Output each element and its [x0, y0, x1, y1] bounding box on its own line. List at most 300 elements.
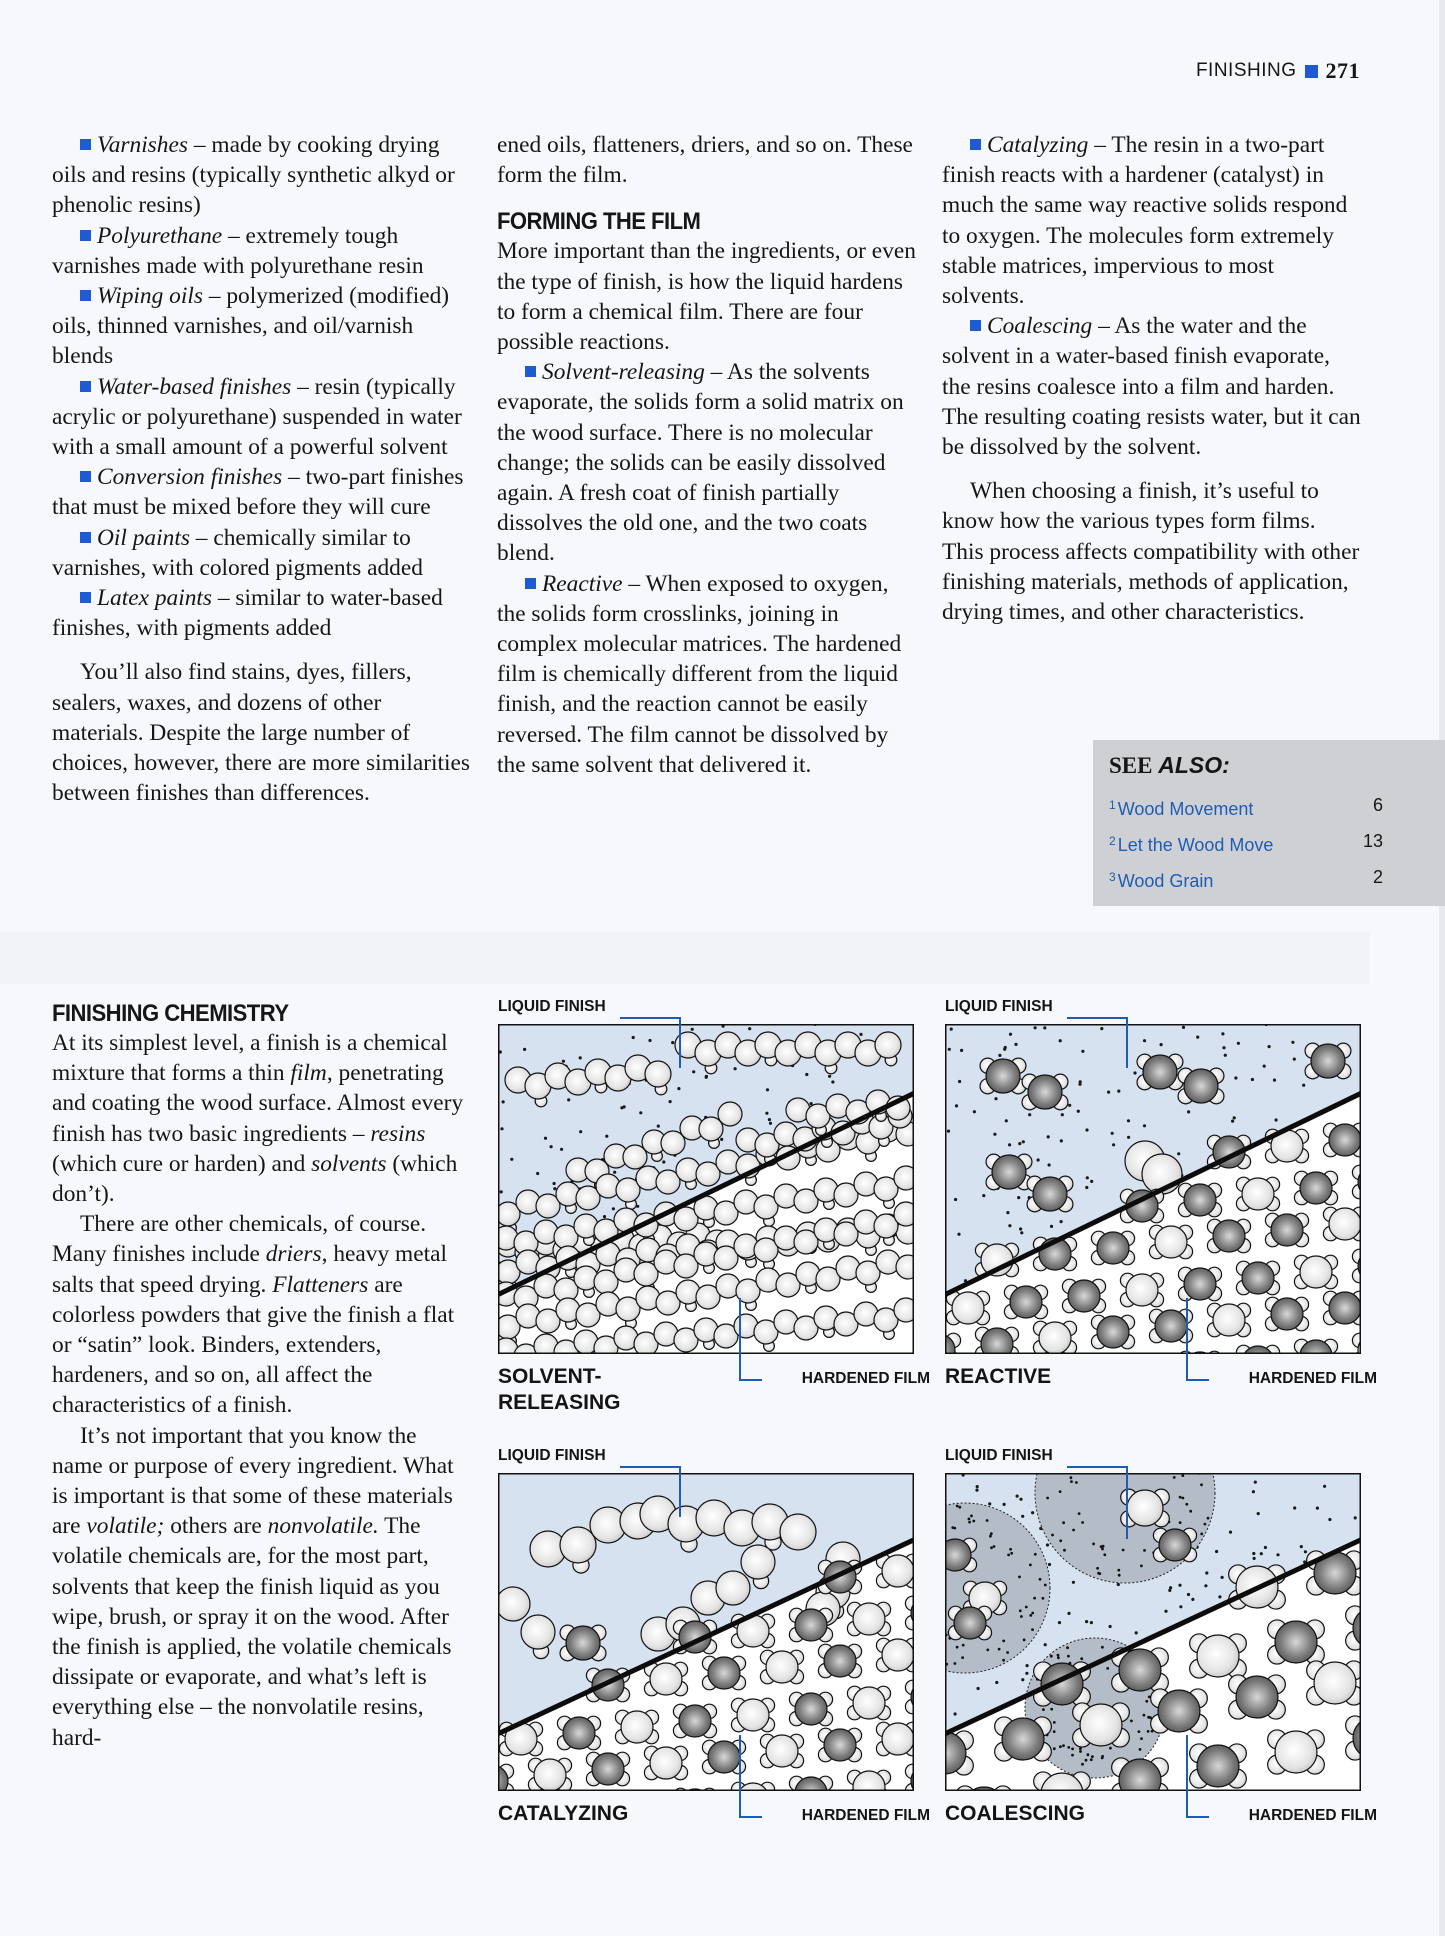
hardened-film-label: HARDENED FILM — [1248, 1807, 1377, 1824]
solvent-dot — [768, 1118, 771, 1121]
solvent-dot — [1222, 1046, 1225, 1049]
solvent-dot — [1178, 1584, 1181, 1587]
light-atom — [894, 1202, 914, 1226]
light-atom — [1242, 1178, 1274, 1210]
solvent-dot — [994, 1097, 997, 1100]
solvent-dot — [1046, 1543, 1049, 1546]
solvent-dot — [1079, 1750, 1082, 1753]
bullet-term: Varnishes — [97, 132, 188, 158]
light-atom — [1080, 1704, 1122, 1746]
bullet-term: Oil paints — [97, 524, 190, 551]
solvent-dot — [1028, 1113, 1031, 1116]
solvent-dot — [562, 1060, 565, 1063]
see-also-index: 2 — [1109, 834, 1116, 848]
solvent-dot — [1090, 1758, 1093, 1761]
diagram-solvent-releasing — [490, 998, 930, 1428]
solvent-dot — [954, 1712, 957, 1715]
dark-atom — [795, 1609, 827, 1641]
solvent-dot — [766, 1088, 769, 1091]
solvent-dot — [1264, 1546, 1267, 1549]
closing-paragraph: You’ll also find stains, dyes, fillers, sealers, waxes, and dozens of other materials. Despite the large number of choices, however, there are more similarities between finishes than differences. — [52, 659, 470, 807]
solvent-dot — [560, 1148, 563, 1151]
solvent-dot — [1063, 1549, 1066, 1552]
solvent-dot — [1140, 1565, 1143, 1568]
dark-atom — [1158, 1690, 1200, 1732]
column-reactions-cont — [942, 130, 1362, 627]
dark-atom — [1329, 1292, 1361, 1324]
solvent-dot — [956, 1505, 959, 1508]
solvent-dot — [1200, 1533, 1203, 1536]
diagram-title — [498, 1364, 621, 1416]
dark-atom — [1184, 1069, 1218, 1103]
solvent-dot — [1147, 1730, 1150, 1733]
solvent-dot — [1068, 1104, 1071, 1107]
solvent-dot — [1179, 1521, 1182, 1524]
solvent-dot — [1080, 1657, 1083, 1660]
solvent-dot — [988, 1502, 991, 1505]
solvent-dot — [977, 1687, 980, 1690]
solvent-dot — [956, 1646, 959, 1649]
solvent-dot — [1008, 1143, 1011, 1146]
solvent-dot — [523, 1048, 526, 1051]
see-also-page: 2 — [1372, 867, 1383, 887]
bullet-term: Polyurethane — [97, 222, 223, 249]
finish-type-list — [52, 130, 472, 643]
solvent-dot — [1181, 1474, 1184, 1477]
square-bullet-icon — [80, 532, 91, 543]
emphasized-term: driers — [265, 1241, 322, 1268]
background-band — [0, 932, 1370, 984]
solvent-dot — [1019, 1498, 1022, 1501]
light-atom — [621, 1711, 653, 1743]
solvent-dot — [1112, 1143, 1115, 1146]
diagram-title — [498, 1801, 628, 1827]
solvent-dot — [1221, 1576, 1224, 1579]
light-atom — [716, 1571, 750, 1605]
solvent-dot — [1293, 1058, 1296, 1061]
section-title: FINISHING — [1195, 60, 1297, 81]
solvent-dot — [1138, 1730, 1141, 1733]
dark-atom — [986, 1059, 1020, 1093]
molecule-illustration — [498, 1024, 914, 1354]
dark-atom — [1329, 1124, 1361, 1156]
solvent-dot — [976, 1485, 979, 1488]
solvent-dot — [1143, 1549, 1146, 1552]
bullet-term: Wiping oils — [97, 283, 203, 310]
solvent-dot — [1081, 1521, 1084, 1524]
heading-forming-the-film: FORMING THE FILM — [497, 208, 701, 236]
square-bullet-icon — [80, 381, 91, 392]
square-bullet-icon — [525, 366, 536, 377]
dark-atom — [1311, 1044, 1345, 1078]
bullet-text: – As the solvents evaporate, the solids form a solid matrix on the wood surface. There is no molecular change; the solids can be easily dissolved again. A fresh coat of finish partially dissolves the old one, and the two coats blend. — [497, 359, 904, 567]
solvent-dot — [1034, 1026, 1037, 1029]
light-atom — [1197, 1635, 1239, 1677]
solvent-dot — [1043, 1026, 1046, 1029]
see-also-item[interactable] — [1109, 789, 1383, 825]
light-atom — [1039, 1322, 1071, 1354]
solvent-dot — [1034, 1553, 1037, 1556]
solvent-dot — [1002, 1640, 1005, 1643]
solvent-dot — [1019, 1227, 1022, 1230]
solvent-dot — [1053, 1730, 1056, 1733]
dark-atom — [1184, 1268, 1216, 1300]
light-atom — [1300, 1256, 1332, 1288]
see-also-index: 3 — [1109, 870, 1116, 884]
hardened-film-label: HARDENED FILM — [1248, 1370, 1377, 1387]
solvent-dot — [1067, 1746, 1070, 1749]
solvent-dot — [1109, 1747, 1112, 1750]
solvent-dot — [1072, 1581, 1075, 1584]
solvent-dot — [957, 1233, 960, 1236]
solvent-dot — [1160, 1043, 1163, 1046]
diagram-title-line1: REACTIVE — [945, 1365, 1052, 1388]
solvent-dot — [1079, 1747, 1082, 1750]
light-atom — [521, 1615, 555, 1649]
solvent-dot — [1096, 1567, 1099, 1570]
bullet-text: – polymerized (modified) oils, thinned varnishes, and oil/varnish blends — [52, 283, 450, 370]
solvent-dot — [1179, 1605, 1182, 1608]
bullet-item — [52, 523, 472, 583]
solvent-dot — [1145, 1700, 1148, 1703]
text-run: others are — [164, 1513, 268, 1540]
solvent-dot — [1103, 1553, 1106, 1556]
solvent-dot — [1237, 1042, 1240, 1045]
solvent-dot — [1253, 1557, 1256, 1560]
solvent-dot — [639, 1111, 642, 1114]
solvent-dot — [1002, 1659, 1005, 1662]
light-atom — [645, 1061, 671, 1087]
solvent-dot — [1037, 1158, 1040, 1161]
solvent-dot — [1101, 1646, 1104, 1649]
solvent-dot — [1102, 1545, 1105, 1548]
solvent-dot — [1229, 1531, 1232, 1534]
solvent-dot — [1109, 1625, 1112, 1628]
bullet-text: – The resin in a two-part finish reacts with a hardener (catalyst) in much the same way reactive solids respond to oxygen. The molecules form extremely stable matrices, impervious to most solvents. — [942, 132, 1348, 310]
column-forming-film — [497, 130, 917, 780]
forming-intro: More important than the ingredients, or even the type of finish, is how the liquid hardens to form a chemical film. There are four possible reactions. — [497, 238, 916, 356]
light-atom — [894, 1166, 914, 1190]
dark-atom — [1028, 1075, 1062, 1109]
solvent-dot — [1042, 1708, 1045, 1711]
square-bullet-icon — [970, 139, 981, 150]
solvent-dot — [1050, 1655, 1053, 1658]
diagram-title-line1: CATALYZING — [498, 1802, 629, 1825]
solvent-dot — [1048, 1563, 1051, 1566]
light-atom — [896, 1255, 914, 1279]
solvent-dot — [993, 1545, 996, 1548]
bullet-item — [497, 357, 917, 568]
solvent-dot — [1058, 1621, 1061, 1624]
light-atom — [853, 1603, 885, 1635]
light-atom — [718, 1102, 742, 1126]
see-also-link[interactable] — [1109, 825, 1273, 861]
see-also-link[interactable] — [1109, 861, 1213, 897]
dark-atom — [1236, 1676, 1278, 1718]
solvent-dot — [1187, 1593, 1190, 1596]
solvent-dot — [972, 1520, 975, 1523]
solvent-dot — [1085, 1620, 1088, 1623]
solvent-dot — [1143, 1714, 1146, 1717]
text-run: The volatile chemicals are, for the most part, solvents that keep the finish liquid as you wipe, brush, or spray it on the wood. After the finish is applied, the volatile chemicals dissipate or evaporate, and what’s left is everything else – the nonvolatile resins, hard- — [52, 1513, 452, 1751]
solvent-dot — [1014, 1043, 1017, 1046]
emphasized-term: nonvolatile. — [267, 1513, 379, 1540]
square-bullet-icon — [1305, 65, 1318, 78]
dark-atom — [1271, 1214, 1303, 1246]
solvent-dot — [1010, 1552, 1013, 1555]
see-also-item[interactable] — [1109, 861, 1383, 897]
solvent-dot — [989, 1535, 992, 1538]
see-also-index: 1 — [1109, 798, 1116, 812]
light-atom — [882, 1723, 914, 1755]
solvent-dot — [973, 1110, 976, 1113]
solvent-dot — [1254, 1481, 1257, 1484]
see-also-label: Wood Grain — [1117, 871, 1214, 891]
dark-atom — [592, 1753, 624, 1785]
hardened-film-label: HARDENED FILM — [801, 1807, 930, 1824]
solvent-dot — [958, 1080, 961, 1083]
solvent-dot — [1018, 1142, 1021, 1145]
hardened-film-label: HARDENED FILM — [801, 1370, 930, 1387]
solvent-dot — [1101, 1755, 1104, 1758]
square-bullet-icon — [80, 592, 91, 603]
solvent-dot — [1085, 1186, 1088, 1189]
liquid-finish-label: LIQUID FINISH — [945, 1447, 1053, 1464]
solvent-dot — [1205, 1571, 1208, 1574]
see-also-page: 13 — [1362, 831, 1383, 851]
solvent-dot — [990, 1546, 993, 1549]
text-run: , heavy metal salts that speed drying. — [52, 1241, 447, 1298]
solvent-dot — [1133, 1071, 1136, 1074]
solvent-dot — [550, 1145, 553, 1148]
solvent-dot — [705, 1076, 708, 1079]
light-atom — [1127, 1490, 1163, 1526]
solvent-dot — [1018, 1576, 1021, 1579]
solvent-dot — [1023, 1639, 1026, 1642]
solvent-dot — [1048, 1163, 1051, 1166]
solvent-dot — [1127, 1136, 1130, 1139]
solvent-dot — [1168, 1589, 1171, 1592]
liquid-finish-label: LIQUID FINISH — [498, 1447, 606, 1464]
page-edge — [1439, 0, 1445, 1936]
solvent-dot — [970, 1515, 973, 1518]
light-atom — [875, 1032, 901, 1058]
solvent-dot — [1022, 1140, 1025, 1143]
heading-finishing-chemistry: FINISHING CHEMISTRY — [52, 1000, 289, 1027]
square-bullet-icon — [80, 290, 91, 301]
solvent-dot — [1025, 1672, 1028, 1675]
solvent-dot — [1071, 1754, 1074, 1757]
solvent-dot — [1204, 1523, 1207, 1526]
bullet-text: – As the water and the solvent in a water-based finish evaporate, the resins coalesce into a film and harden. The resulting coating resists water, but it can be dissolved by the solvent. — [942, 313, 1361, 461]
solvent-dot — [998, 1648, 1001, 1651]
solvent-dot — [1031, 1612, 1034, 1615]
solvent-dot — [1191, 1598, 1194, 1601]
dark-atom — [945, 1539, 971, 1571]
solvent-dot — [1263, 1065, 1266, 1068]
solvent-dot — [1234, 1076, 1237, 1079]
solvent-dot — [1004, 1046, 1007, 1049]
solvent-dot — [859, 1033, 862, 1036]
solvent-dot — [510, 1158, 513, 1161]
solvent-dot — [544, 1137, 547, 1140]
text-run: are colorless powders that give the finish a flat or “satin” look. Binders, extenders, hardeners, and so on, all affect the characteristics of a finish. — [52, 1271, 455, 1419]
solvent-dot — [1081, 1050, 1084, 1053]
molecule-illustration — [945, 1024, 1361, 1354]
solvent-dot — [1117, 1090, 1120, 1093]
solvent-dot — [955, 1104, 958, 1107]
solvent-dot — [1031, 1628, 1034, 1631]
solvent-dot — [1130, 1720, 1133, 1723]
bullet-term: Solvent-releasing — [542, 359, 705, 386]
solvent-dot — [1187, 1110, 1190, 1113]
dark-atom — [563, 1717, 595, 1749]
solvent-dot — [1106, 1667, 1109, 1670]
solvent-dot — [691, 1028, 694, 1031]
solvent-dot — [1085, 1128, 1088, 1131]
solvent-dot — [1029, 1564, 1032, 1567]
solvent-dot — [1006, 1651, 1009, 1654]
solvent-dot — [1057, 1656, 1060, 1659]
solvent-dot — [954, 1662, 957, 1665]
solvent-dot — [1044, 1584, 1047, 1587]
solvent-dot — [1003, 1503, 1006, 1506]
dark-atom — [1242, 1262, 1274, 1294]
solvent-dot — [1072, 1529, 1075, 1532]
solvent-dot — [677, 1087, 680, 1090]
chemistry-paragraph-3 — [52, 1421, 472, 1753]
dark-atom — [824, 1645, 856, 1677]
solvent-dot — [567, 1098, 570, 1101]
solvent-dot — [1135, 1631, 1138, 1634]
column-finishing-chemistry — [52, 1000, 472, 1753]
reaction-list — [497, 357, 917, 780]
solvent-dot — [1008, 1224, 1011, 1227]
solvent-dot — [1091, 1755, 1094, 1758]
dark-atom — [1010, 1286, 1042, 1318]
solvent-dot — [662, 1160, 665, 1163]
solvent-dot — [805, 1073, 808, 1076]
solvent-dot — [968, 1521, 971, 1524]
solvent-dot — [1081, 1763, 1084, 1766]
emphasized-term: volatile; — [86, 1513, 165, 1540]
diagram-coalescing — [937, 1447, 1377, 1847]
emphasized-term: Flatteners — [272, 1271, 369, 1298]
solvent-dot — [1007, 1554, 1010, 1557]
solvent-dot — [1066, 1646, 1069, 1649]
solvent-dot — [1087, 1753, 1090, 1756]
light-atom — [741, 1545, 775, 1579]
solvent-dot — [1006, 1211, 1009, 1214]
see-also-title-main: SEE — [1109, 753, 1153, 778]
bullet-text: – When exposed to oxygen, the solids form crosslinks, joining in complex molecular matrices. The hardened film is chemically different from the liquid finish, and the reaction cannot be easily reversed. The film cannot be dissolved by the same solvent that delivered it. — [497, 570, 902, 778]
column-finish-types — [52, 130, 472, 808]
solvent-dot — [1251, 1078, 1254, 1081]
liquid-finish-label: LIQUID FINISH — [945, 998, 1053, 1015]
bullet-term: Latex paints — [97, 585, 213, 612]
diagram-catalyzing — [490, 1447, 930, 1847]
solvent-dot — [1067, 1612, 1070, 1615]
solvent-dot — [765, 1112, 768, 1115]
solvent-dot — [1059, 1745, 1062, 1748]
solvent-dot — [950, 1028, 953, 1031]
dark-atom — [1213, 1220, 1245, 1252]
solvent-dot — [1164, 1610, 1167, 1613]
see-also-label: Let the Wood Move — [1117, 835, 1274, 855]
solvent-dot — [536, 1172, 539, 1175]
light-atom — [650, 1747, 682, 1779]
see-also-link[interactable] — [1109, 789, 1253, 825]
closing-paragraph: When choosing a finish, it’s useful to know how the various types form films. This process affects compatibility with other finishing materials, methods of application, drying times, and other characteristics. — [942, 478, 1360, 626]
solvent-dot — [1118, 1574, 1121, 1577]
solvent-dot — [1252, 1490, 1255, 1493]
solvent-dot — [1304, 1550, 1307, 1553]
dark-atom — [1184, 1184, 1216, 1216]
dark-atom — [1033, 1177, 1067, 1211]
solvent-dot — [1196, 1036, 1199, 1039]
solvent-dot — [1005, 1119, 1008, 1122]
solvent-dot — [1127, 1119, 1130, 1122]
solvent-dot — [1025, 1606, 1028, 1609]
solvent-dot — [1078, 1512, 1081, 1515]
solvent-dot — [1070, 1480, 1073, 1483]
continuation-text: ened oils, flatteners, driers, and so on. These form the film. — [497, 132, 913, 189]
square-bullet-icon — [80, 230, 91, 241]
solvent-dot — [603, 1215, 606, 1218]
solvent-dot — [553, 1187, 556, 1190]
dark-atom — [992, 1155, 1026, 1189]
solvent-dot — [1275, 1118, 1278, 1121]
solvent-dot — [657, 1125, 660, 1128]
solvent-dot — [1062, 1521, 1065, 1524]
solvent-dot — [1050, 1225, 1053, 1228]
diagram-title — [945, 1801, 1085, 1827]
solvent-dot — [1293, 1506, 1296, 1509]
solvent-dot — [1224, 1054, 1227, 1057]
solvent-dot — [828, 1075, 831, 1078]
solvent-dot — [1047, 1135, 1050, 1138]
solvent-dot — [958, 1506, 961, 1509]
dark-atom — [1155, 1310, 1187, 1342]
solvent-dot — [831, 1080, 834, 1083]
light-atom — [894, 1298, 914, 1322]
square-bullet-icon — [80, 471, 91, 482]
emphasized-term: resins — [370, 1120, 426, 1147]
text-run: At its simplest level, a finish is a chemical mixture that forms a thin — [52, 1030, 448, 1087]
see-also-item[interactable] — [1109, 825, 1383, 861]
solvent-dot — [995, 1681, 998, 1684]
solvent-dot — [1016, 1495, 1019, 1498]
dark-atom — [1143, 1055, 1177, 1089]
molecule-illustration — [945, 1473, 1361, 1791]
text-run: There are other chemicals, of course. Many finishes include — [52, 1211, 427, 1268]
chemistry-paragraph-2 — [52, 1209, 472, 1420]
solvent-dot — [961, 1656, 964, 1659]
square-bullet-icon — [525, 578, 536, 589]
running-head — [1196, 58, 1360, 84]
solvent-dot — [1021, 1515, 1024, 1518]
solvent-dot — [1323, 1485, 1326, 1488]
solvent-dot — [1017, 1196, 1020, 1199]
solvent-dot — [1100, 1027, 1103, 1030]
page-number: 271 — [1325, 58, 1360, 83]
light-atom — [498, 1587, 530, 1621]
dark-atom — [1271, 1298, 1303, 1330]
bullet-term: Conversion finishes — [97, 464, 283, 491]
solvent-dot — [1057, 1654, 1060, 1657]
solvent-dot — [1009, 1548, 1012, 1551]
light-atom — [737, 1699, 769, 1731]
